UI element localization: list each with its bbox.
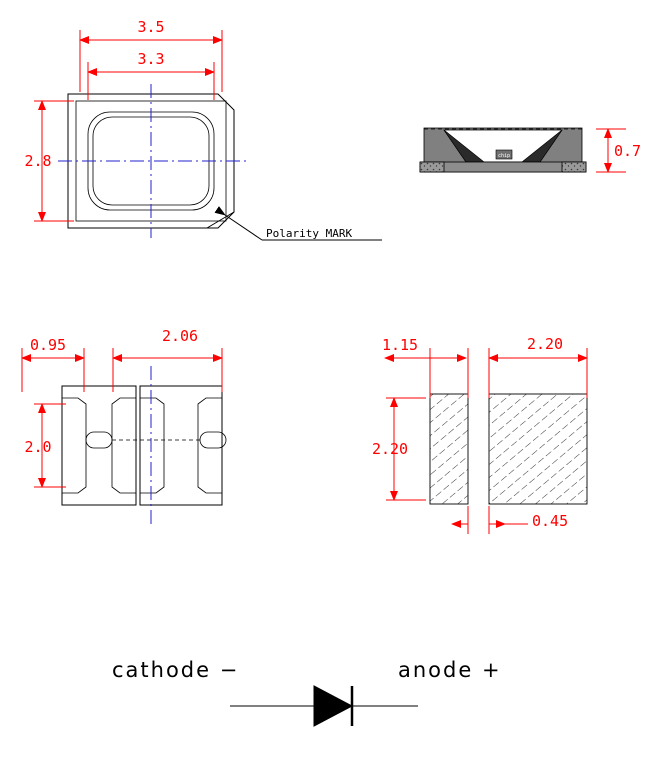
bottom-view-right-pad-notch — [140, 398, 164, 493]
anode-label: anode + — [398, 658, 502, 682]
side-view — [420, 128, 641, 172]
bottom-view-left-pad-outline — [62, 386, 136, 505]
dim-label-pad-height: 2.0 — [24, 438, 52, 456]
bottom-view-right-pad-outline — [140, 386, 222, 505]
side-view-left-foot — [420, 162, 444, 172]
dim-label-pad-gap: 0.45 — [532, 512, 569, 530]
top-view — [24, 18, 382, 240]
dim-label-width-inner: 3.3 — [137, 50, 165, 68]
polarity-mark-label: Polarity MARK — [266, 227, 353, 240]
dim-label-pad-height: 2.20 — [371, 440, 409, 458]
dim-label-pad-left: 0.95 — [29, 336, 67, 354]
dim-label-pad-width-right: 2.20 — [526, 335, 564, 353]
bottom-view-left-pad-notch — [62, 398, 86, 493]
pad-layout-view — [372, 335, 587, 534]
side-view-chip-label: chip — [497, 153, 511, 159]
pad-layout-right-pad — [489, 394, 587, 504]
side-view-right-foot — [562, 162, 586, 172]
side-view-base-plate — [420, 162, 586, 172]
dim-label-pad-span: 2.06 — [161, 327, 199, 345]
bottom-view-left-slot — [86, 432, 112, 448]
pad-layout-left-pad — [430, 394, 468, 504]
polarity-diagram — [112, 658, 502, 726]
dim-label-width-outer: 3.5 — [137, 18, 165, 36]
diode-triangle — [314, 686, 352, 726]
bottom-view-left-pad-inner-notch — [112, 398, 136, 493]
bottom-view-right-pad-inner-notch — [198, 398, 222, 493]
bottom-view — [22, 327, 226, 524]
cathode-label: cathode − — [112, 658, 240, 682]
dim-label-thickness: 0.7 — [614, 142, 642, 160]
polarity-leader-line — [225, 215, 262, 240]
dim-label-pad-width-left: 1.15 — [381, 336, 419, 354]
dim-label-height-outer: 2.8 — [24, 152, 52, 170]
